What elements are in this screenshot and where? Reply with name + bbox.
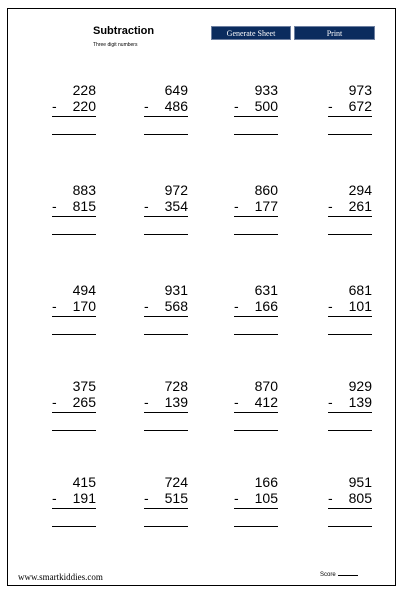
answer-line (144, 134, 188, 135)
answer-line (144, 430, 188, 431)
subtraction-bar (234, 116, 278, 117)
subtraction-bar (234, 216, 278, 217)
minuend: 860 (254, 182, 278, 198)
subtrahend: 805 (348, 490, 372, 506)
subtrahend: 515 (164, 490, 188, 506)
subtrahend: 354 (164, 198, 188, 214)
minus-sign: - (144, 394, 149, 410)
answer-line (52, 334, 96, 335)
score-label: Score (320, 572, 336, 578)
subtraction-bar (234, 412, 278, 413)
minuend: 415 (72, 474, 96, 490)
minus-sign: - (328, 98, 333, 114)
subtrahend: 139 (348, 394, 372, 410)
subtraction-bar (234, 508, 278, 509)
minuend: 929 (348, 378, 372, 394)
worksheet (7, 8, 396, 586)
subtraction-bar (144, 508, 188, 509)
minuend: 294 (348, 182, 372, 198)
answer-line (328, 430, 372, 431)
answer-line (52, 234, 96, 235)
answer-line (234, 430, 278, 431)
minuend: 724 (164, 474, 188, 490)
subtrahend: 486 (164, 98, 188, 114)
score-blank (338, 575, 358, 576)
answer-line (144, 234, 188, 235)
subtrahend: 220 (72, 98, 96, 114)
minus-sign: - (144, 198, 149, 214)
minuend: 870 (254, 378, 278, 394)
website-link[interactable]: www.smartkiddies.com (18, 572, 103, 582)
answer-line (234, 134, 278, 135)
print-button[interactable]: Print (294, 26, 375, 40)
minus-sign: - (52, 394, 57, 410)
minus-sign: - (144, 490, 149, 506)
generate-sheet-button[interactable]: Generate Sheet (211, 26, 291, 40)
answer-line (234, 334, 278, 335)
subtrahend: 166 (254, 298, 278, 314)
minus-sign: - (52, 198, 57, 214)
subtrahend: 101 (348, 298, 372, 314)
answer-line (328, 134, 372, 135)
minuend: 649 (164, 82, 188, 98)
answer-line (234, 526, 278, 527)
subtraction-bar (328, 216, 372, 217)
subtrahend: 139 (164, 394, 188, 410)
answer-line (328, 234, 372, 235)
subtrahend: 105 (254, 490, 278, 506)
minuend: 973 (348, 82, 372, 98)
page-subtitle: Three digit numbers (93, 42, 138, 48)
subtrahend: 815 (72, 198, 96, 214)
minuend: 883 (72, 182, 96, 198)
subtraction-bar (234, 316, 278, 317)
subtrahend: 191 (72, 490, 96, 506)
minuend: 931 (164, 282, 188, 298)
subtrahend: 672 (348, 98, 372, 114)
minus-sign: - (234, 394, 239, 410)
subtraction-bar (52, 412, 96, 413)
minus-sign: - (328, 298, 333, 314)
minuend: 972 (164, 182, 188, 198)
minuend: 375 (72, 378, 96, 394)
subtraction-bar (328, 116, 372, 117)
minuend: 228 (72, 82, 96, 98)
subtraction-bar (144, 316, 188, 317)
minus-sign: - (234, 490, 239, 506)
minuend: 166 (254, 474, 278, 490)
subtraction-bar (52, 116, 96, 117)
subtrahend: 265 (72, 394, 96, 410)
subtraction-bar (52, 216, 96, 217)
subtraction-bar (52, 316, 96, 317)
answer-line (144, 334, 188, 335)
subtrahend: 500 (254, 98, 278, 114)
answer-line (328, 334, 372, 335)
subtraction-bar (328, 412, 372, 413)
subtraction-bar (328, 508, 372, 509)
minuend: 728 (164, 378, 188, 394)
minus-sign: - (328, 394, 333, 410)
minuend: 951 (348, 474, 372, 490)
subtrahend: 568 (164, 298, 188, 314)
answer-line (52, 430, 96, 431)
minus-sign: - (328, 198, 333, 214)
subtraction-bar (144, 216, 188, 217)
minus-sign: - (52, 98, 57, 114)
subtraction-bar (144, 116, 188, 117)
subtraction-bar (52, 508, 96, 509)
answer-line (144, 526, 188, 527)
minuend: 631 (254, 282, 278, 298)
score-field (320, 572, 358, 578)
answer-line (328, 526, 372, 527)
page-title: Subtraction (93, 25, 155, 37)
minus-sign: - (144, 298, 149, 314)
minus-sign: - (234, 198, 239, 214)
subtrahend: 177 (254, 198, 278, 214)
minuend: 681 (348, 282, 372, 298)
answer-line (52, 526, 96, 527)
minus-sign: - (52, 298, 57, 314)
answer-line (234, 234, 278, 235)
minus-sign: - (234, 298, 239, 314)
subtrahend: 170 (72, 298, 96, 314)
minus-sign: - (328, 490, 333, 506)
minus-sign: - (234, 98, 239, 114)
minus-sign: - (52, 490, 57, 506)
subtrahend: 412 (254, 394, 278, 410)
minuend: 933 (254, 82, 278, 98)
answer-line (52, 134, 96, 135)
minus-sign: - (144, 98, 149, 114)
subtraction-bar (328, 316, 372, 317)
minuend: 494 (72, 282, 96, 298)
subtrahend: 261 (348, 198, 372, 214)
subtraction-bar (144, 412, 188, 413)
